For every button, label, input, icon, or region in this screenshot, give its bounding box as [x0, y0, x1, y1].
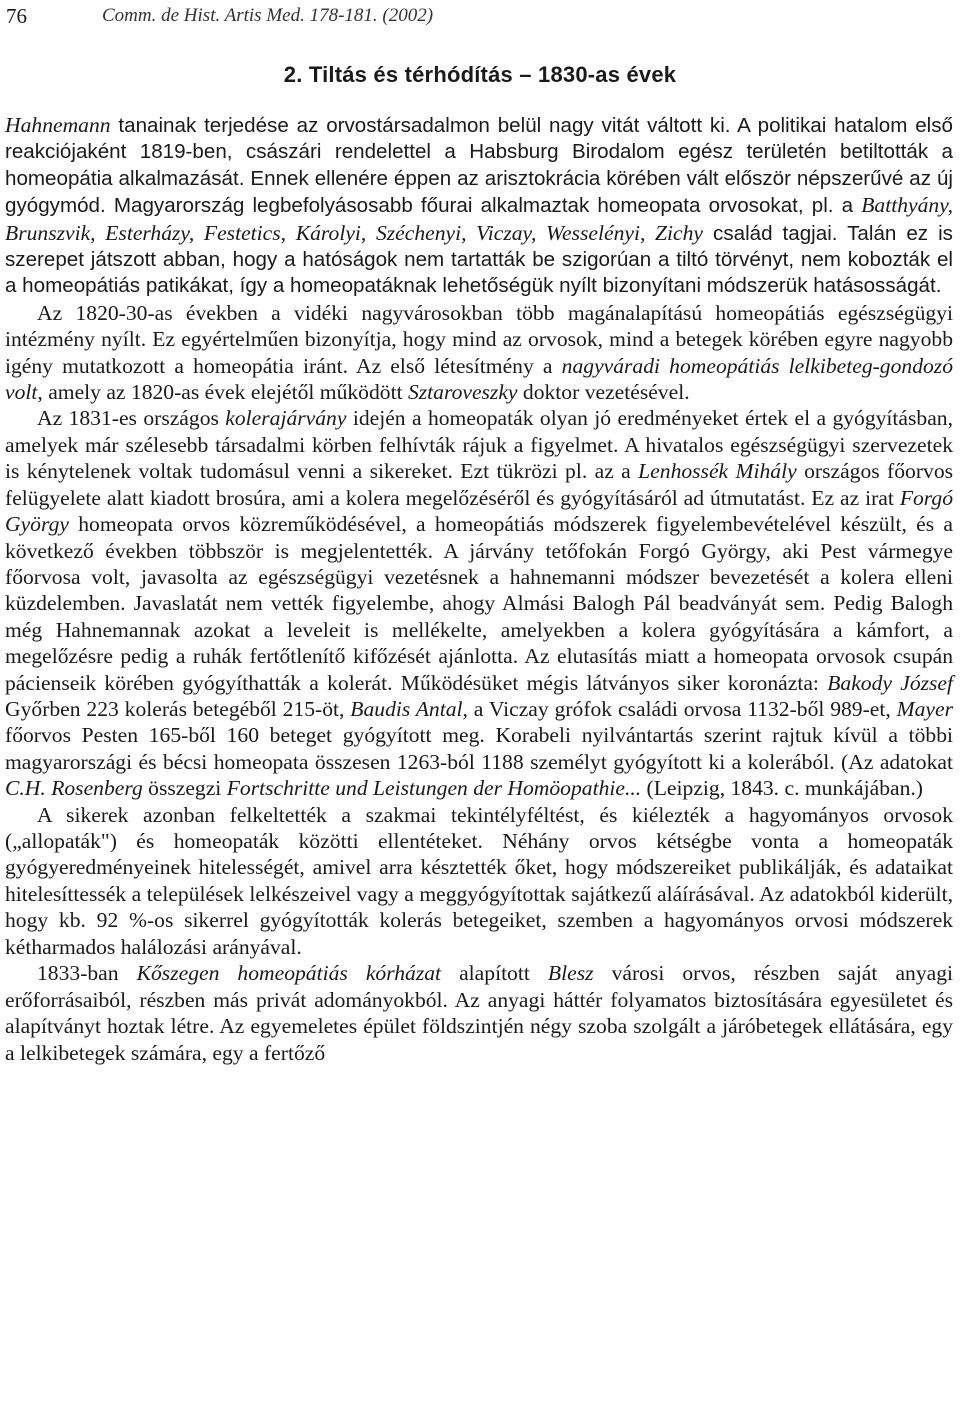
- paragraph-2-italic-2: Sztaroveszky: [407, 380, 518, 405]
- paragraph-3-text-2: idején a homeopaták olyan jó eredményeket értek el a gyógyításban, amelyek már szélesebb társadalmi körben felhívták rájuk a figyelmet. A hivatalos egészségügyi szervezetek is kénytelenek voltak tudomásul venni a sikereket. Ezt tükrözi pl. az a: [5, 406, 953, 484]
- running-head: Comm. de Hist. Artis Med. 178-181. (2002): [102, 5, 434, 26]
- paragraph-3-text-1: Az 1831-es országos: [37, 406, 226, 431]
- paragraph-1: [5, 112, 953, 300]
- paragraph-3-text-3: országos főorvos felügyelete alatt kiadott brosúra, ami a kolera megelőzéséről és gyógyításáról ad útmutatást. Ez az irat: [5, 459, 954, 510]
- paragraph-3-text-6: , a Viczay grófok családi orvosa 1132-ből 989-et,: [462, 696, 897, 721]
- paragraph-2: [5, 300, 953, 406]
- paragraph-1-italic-1: Hahnemann: [5, 113, 111, 137]
- paragraph-5-italic-2: Blesz: [547, 961, 594, 985]
- paragraph-2-text-2: , amely az 1820-as évek elejétől működött: [37, 380, 408, 405]
- paragraph-1-text-1: tanainak terjedése az orvostársadalmon belül nagy vitát váltott ki. A politikai hatalom első reakciójaként 1819-ben, császári rendelettel a Habsburg Birodalom egész területén betiltották a homeopátia alkalmazását. Ennek ellenére éppen az arisztokrácia körében vált először népszerűvé az új gyógymód. Magyarország legbefolyásosabb főurai alkalmaztak homeopata orvosokat, pl. a: [5, 114, 953, 218]
- paragraph-3-italic-1: kolerajárvány: [225, 406, 347, 431]
- paragraph-3-text-8: összegzi: [142, 776, 227, 801]
- paragraph-5: [5, 960, 953, 1066]
- paragraph-3-italic-8: Fortschritte und Leistungen der Homöopathie...: [226, 776, 642, 801]
- paragraph-3-italic-3: Forgó György: [5, 485, 953, 537]
- paragraph-4: [5, 802, 953, 960]
- page-number: 76: [6, 4, 27, 28]
- paragraph-3-text-4: homeopata orvos közreműködésével, a homeopátiás módszerek figyelembevételével készült, és a következő években többször is megjelentették. A járvány tetőfokán Forgó György, aki Pest vármegye főorvosa volt, javasolta az egészségügyi vezetésnek a hahnemanni módszer bevezetését a kolera elleni küzdelemben. Javaslatát nem vették figyelembe, ahogy Almási Balogh Pál beadványát sem. Pedig Balogh még Hahnemannak azokat a leveleit is mellékelte, amelyekben a kolera gyógyítására a kámfort, a megelőzésre pedig a ruhák fertőtlenítő kifőzését ajánlotta. Az elutasítás miatt a homeopata orvosok csupán pácienseik körében gyógyíthatták a kolerát. Működésüket mégis látványos siker koronázta:: [5, 512, 953, 695]
- paragraph-2-italic-1: nagyváradi homeopátiás lelkibeteg-gondozó volt: [5, 353, 953, 405]
- paragraph-5-text-3: városi orvos, részben saját anyagi erőforrásaiból, részben más privát adományokból. Az anyagi háttér folyamatos biztosítására egyesületet és alapítványt hoztak létre. Az egyemeletes épület földszintjén négy szoba szolgált a járóbetegek ellátására, egy a lelkibetegek számára, egy a fertőző: [5, 961, 953, 1065]
- paragraph-5-italic-1: Kőszegen homeopátiás kórházat: [136, 961, 442, 985]
- paragraph-5-text-1: 1833-ban: [37, 961, 137, 985]
- paragraph-3-text-5: Győrben 223 kolerás betegéből 215-öt,: [5, 696, 351, 721]
- paragraph-5-text-2: alapított: [441, 961, 548, 985]
- paragraph-1-italic-2: Batthyány, Brunszvik, Esterházy, Festetics, Károlyi, Széchenyi, Viczay, Wesselényi, Zichy: [5, 193, 953, 245]
- paragraph-3-italic-5: Baudis Antal: [350, 696, 463, 721]
- paragraph-1-text-2: család tagjai. Talán ez is szerepet játszott abban, hogy a hatóságok nem tartatták be szigorúan a tiltó törvényt, nem kobozták el a homeopátiás patikákat, így a homeopatáknak lehetőségük nyílt bizonyítani módszerük hatásosságát.: [5, 221, 953, 298]
- paragraph-3-italic-2: Lenhossék Mihály: [638, 459, 797, 484]
- paragraph-3-text-9: (Leipzig, 1843. c. munkájában.): [641, 776, 923, 801]
- paragraph-3-italic-6: Mayer: [896, 696, 953, 721]
- paragraph-3-italic-4: Bakody József: [827, 670, 954, 695]
- body-text: [5, 112, 953, 1066]
- paragraph-3-text-7: főorvos Pesten 165-ből 160 beteget gyógyított meg. Korabeli nyilvántartás szerint rajtuk kívül a többi magyarországi és bécsi homeopata összesen 1263-ból 1188 személyt gyógyított ki a kolerából. (Az adatokat: [5, 723, 953, 774]
- paragraph-2-text-1: Az 1820-30-as években a vidéki nagyvárosokban több magánalapítású homeopátiás egészségügyi intézmény nyílt. Ez egyértelműen bizonyítja, hogy mind az orvosok, mind a betegek körében egyre nagyobb igény mutatkozott a homeopátia iránt. Az első létesítmény a: [5, 300, 953, 378]
- paragraph-3: [5, 405, 953, 801]
- paragraph-3-italic-7: C.H. Rosenberg: [5, 776, 143, 801]
- paragraph-4-text-1: A sikerek azonban felkeltették a szakmai tekintélyféltést, és kiélezték a hagyományos orvosok („allopaták") és homeopaták közötti ellentéteket. Néhány orvos kétségbe vonta a homeopaták gyógyeredményeinek hitelességét, amivel arra késztették őket, hogy módszereiket publikálják, és adataikat hitelesíttessék a települések lelkészeivel vagy a meggyógyítottak sajátkezű aláírásával. Az adatokból kiderült, hogy kb. 92 %-os sikerrel gyógyították kolerás betegeiket, szemben a hagyományos orvosi módszerek kétharmados halálozási arányával.: [5, 802, 953, 959]
- page-header: [6, 4, 950, 34]
- section-title: 2. Tiltás és térhódítás – 1830-as évek: [283, 62, 677, 87]
- paragraph-2-text-3: doktor vezetésével.: [517, 380, 690, 405]
